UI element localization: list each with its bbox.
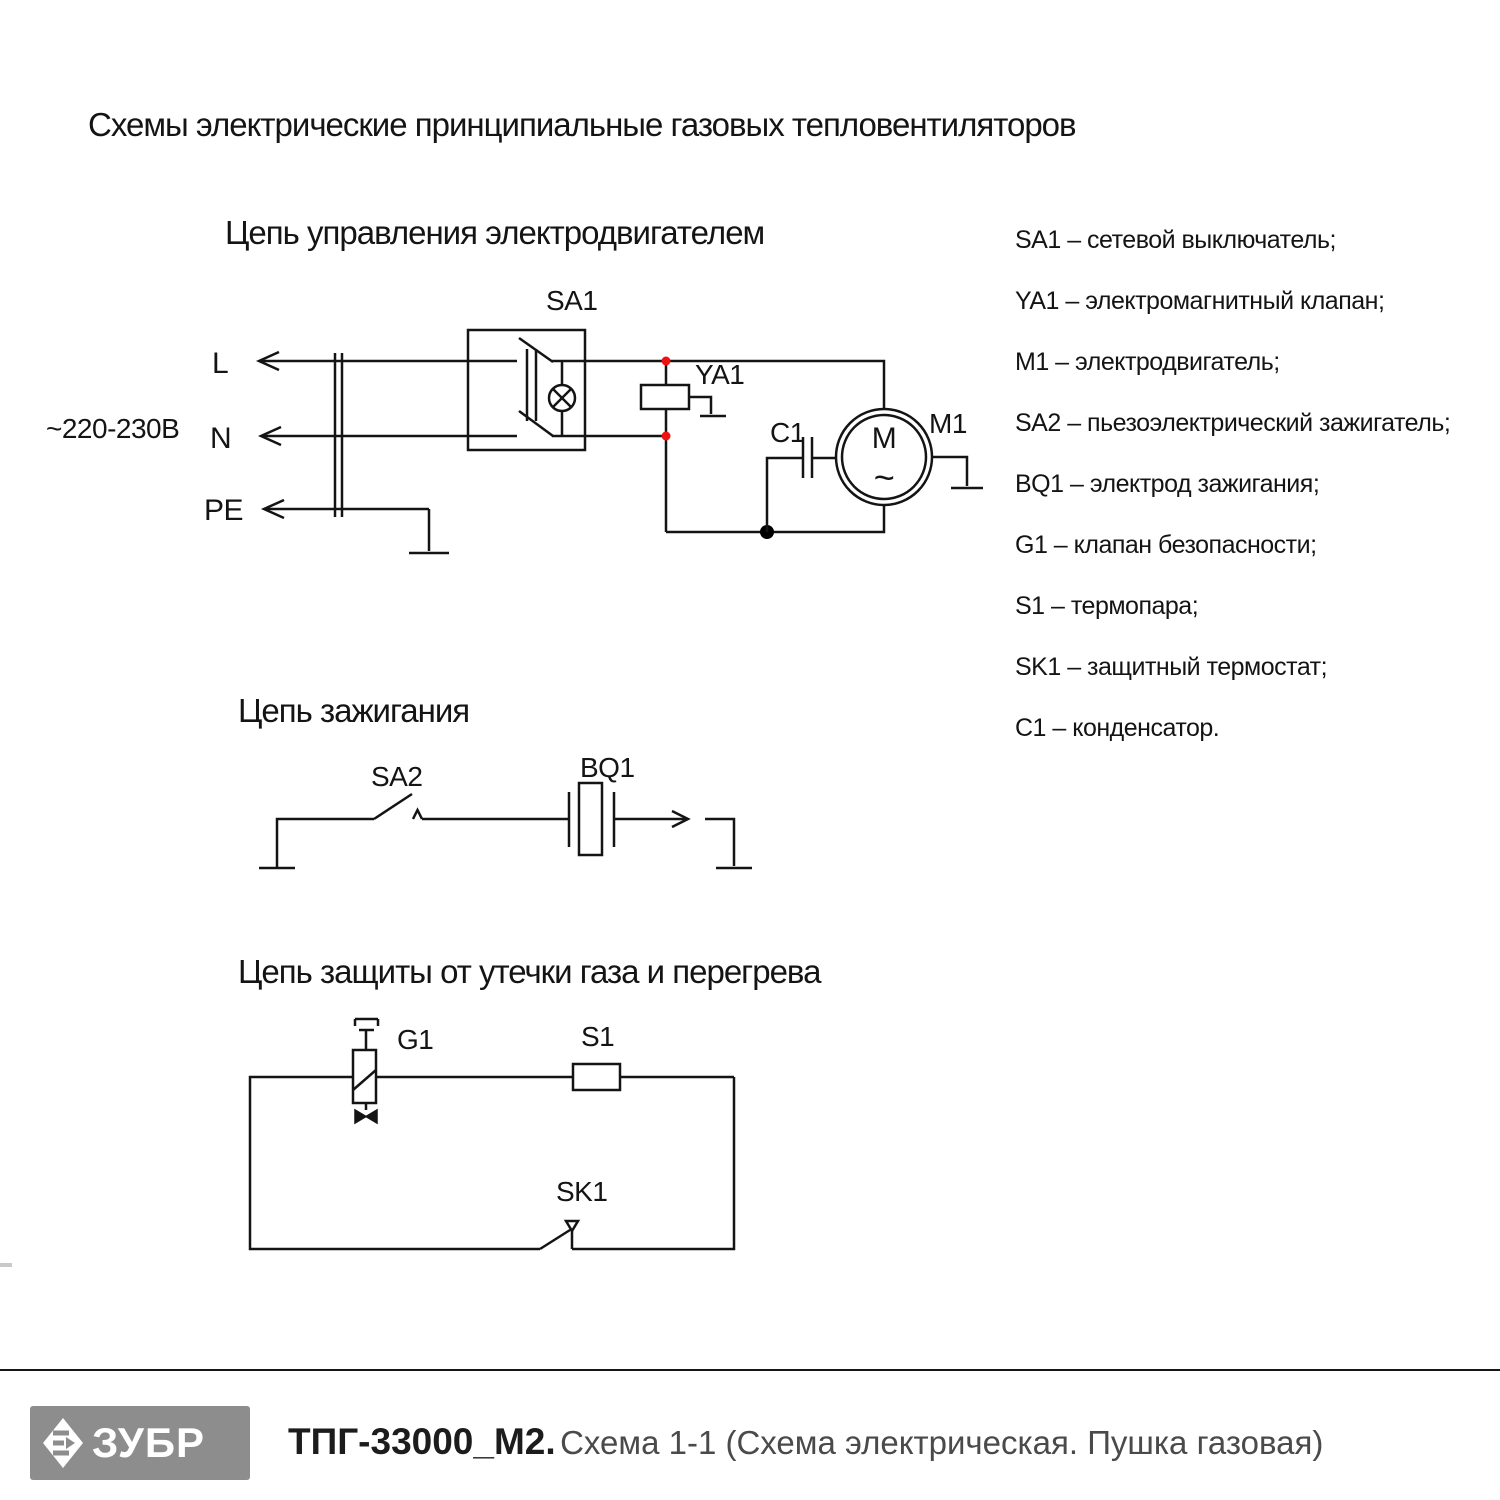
ignition-right-ground-icon [705,819,752,868]
junction-dot-red-top [662,357,671,366]
terminal-arrow-pe-icon [264,500,429,518]
protection-loop-wire-right [572,1077,734,1249]
sa2-switch-symbol [374,794,569,819]
legend-item-sa2: SA2 – пьезоэлектрический зажигатель; [1015,409,1451,437]
legend-item-m1: M1 – электродвигатель; [1015,348,1280,376]
sk1-thermostat-symbol [540,1221,578,1249]
protection-loop-wire [250,1077,734,1249]
motor-ac-sign: ~ [873,457,895,498]
model-name: ТПГ-33000_М2. [288,1421,556,1462]
legend-item-bq1: BQ1 – электрод зажигания; [1015,470,1320,498]
s1-label: S1 [581,1021,615,1052]
legend-item-ya1: YA1 – электромагнитный клапан; [1015,287,1385,315]
footer-caption [288,1421,1323,1463]
legend-item-sa1: SA1 – сетевой выключатель; [1015,226,1336,254]
terminal-pe-label: PE [204,494,244,527]
bq1-piezo-symbol [569,783,688,855]
g1-valve-symbol [353,1019,378,1123]
ya1-label: YA1 [695,359,745,390]
terminal-arrow-l-icon [259,352,517,370]
c1-label: C1 [770,417,805,448]
m1-label: M1 [929,408,967,439]
junction-dot-red-bottom [662,432,671,441]
legend-item-c1: C1 – конденсатор. [1015,714,1220,742]
pe-ground-icon [409,509,449,553]
sa2-label: SA2 [371,761,423,792]
footer-divider [0,1369,1500,1371]
circuit1-diagram [46,285,983,553]
sa1-label: SA1 [546,285,598,316]
zubr-logo [30,1406,250,1480]
bq1-label: BQ1 [580,752,635,783]
circuit2-title: Цепь зажигания [238,692,470,729]
zubr-logo-icon [42,1417,84,1469]
circuit3-diagram [250,1019,734,1249]
zubr-logo-text: ЗУБР [92,1419,206,1466]
circuit2-diagram [259,752,752,868]
page-title: Схемы электрические принципиальные газовых тепловентиляторов [88,106,1076,143]
g1-label: G1 [397,1024,434,1055]
indicator-lamp-icon [549,361,575,436]
terminal-l-label: L [212,347,229,380]
circuit1-title: Цепь управления электродвигателем [225,214,765,251]
edge-tick-mark [0,1263,12,1267]
c1-capacitor-symbol [767,437,836,532]
ignition-left-ground-icon [259,819,374,868]
motor-letter: M [871,422,897,455]
sa1-switch-symbol [468,330,585,450]
terminal-arrow-n-icon [261,427,517,445]
voltage-label: ~220-230В [46,413,180,444]
s1-thermocouple-symbol [573,1064,620,1090]
motor-ground-icon [932,457,983,488]
legend-item-sk1: SK1 – защитный термостат; [1015,653,1328,681]
circuit3-title: Цепь защиты от утечки газа и перегрева [238,953,821,990]
legend-item-s1: S1 – термопара; [1015,592,1199,620]
sk1-label: SK1 [556,1176,608,1207]
scheme-caption: Схема 1-1 (Схема электрическая. Пушка газовая) [560,1424,1324,1461]
legend-item-g1: G1 – клапан безопасности; [1015,531,1317,559]
terminal-n-label: N [210,422,232,455]
wire-bottom-return [666,505,884,532]
